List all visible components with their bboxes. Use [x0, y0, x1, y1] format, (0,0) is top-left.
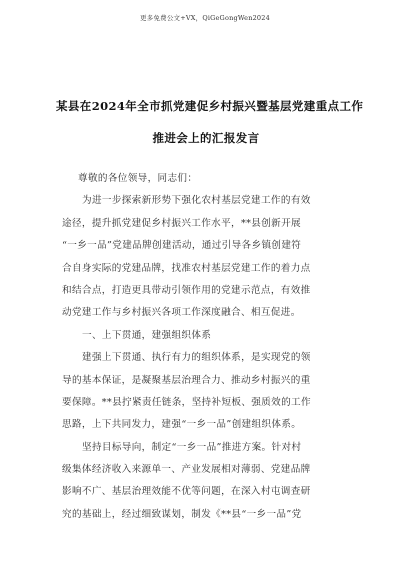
body-line: 要保障。**县拧紧责任链条，坚持补短板、强质效的工作	[62, 396, 311, 408]
body-line: 建强上下贯通、执行有力的组织体系，是实现党的领	[82, 352, 311, 364]
body-line: 动党建工作与乡村振兴各项工作深度融合、相互促进。	[62, 307, 301, 319]
body-line: 影响不广、基层治理效能不优等问题，在深入村屯调查研	[62, 486, 311, 498]
header-note: 更多免费公文+VX，QiGeGongWen2024	[140, 14, 270, 22]
body-line: 坚持目标导向，制定“一乡一品”推进方案。针对村	[82, 441, 302, 453]
document-title-line-2: 推进会上的汇报发言	[152, 131, 260, 145]
document-title-line-1: 某县在2024年全市抓党建促乡村振兴暨基层党建重点工作	[56, 99, 364, 113]
body-line: 和结合点，打造更具带动引领作用的党建示范点，有效推	[62, 284, 311, 296]
body-line: 尊敬的各位领导，同志们：	[78, 173, 198, 184]
body-line: 思路，上下共同发力，建强“一乡一品”创建组织体系。	[62, 419, 302, 431]
document-body	[62, 168, 362, 526]
body-line: 级集体经济收入来源单一、产业发展相对薄弱、党建品牌	[62, 464, 311, 476]
body-line: 途径，提升抓党建促乡村振兴工作水平，**县创新开展	[62, 217, 301, 229]
body-line: 一、上下贯通，建强组织体系	[82, 329, 212, 341]
body-line: 导的基本保证，是凝聚基层治理合力、推动乡村振兴的重	[62, 374, 311, 386]
body-line: 合自身实际的党建品牌，找准农村基层党建工作的着力点	[62, 262, 311, 274]
body-line: 究的基础上，经过细致谋划，制发《**县“一乡一品”党	[62, 508, 302, 520]
body-line: 为进一步探索新形势下强化农村基层党建工作的有效	[82, 195, 311, 207]
body-line: “一乡一品”党建品牌创建活动，通过引导各乡镇创建符	[62, 240, 302, 252]
